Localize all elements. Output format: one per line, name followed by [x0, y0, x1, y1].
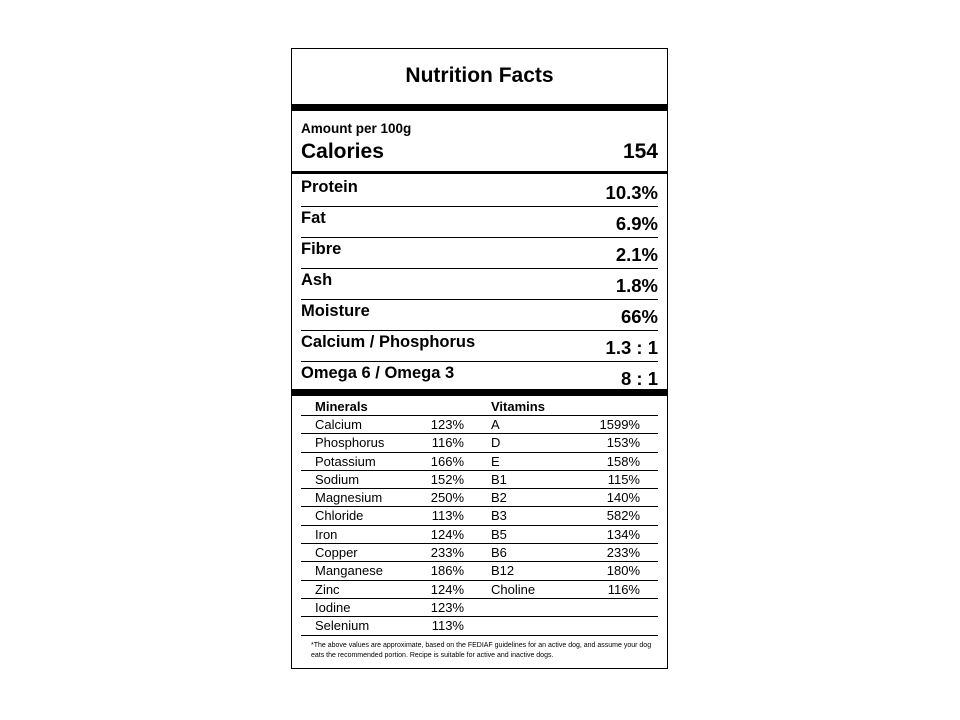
vitamin-value: 582% [606, 508, 640, 524]
vitamin-name: B3 [491, 508, 507, 524]
calories-divider [292, 171, 667, 174]
mineral-name: Potassium [315, 453, 376, 469]
nutrient-row-moisture [301, 299, 658, 331]
table-row [301, 434, 658, 452]
nutrient-label: Ash [301, 271, 333, 289]
vitamin-name: B2 [491, 490, 507, 506]
nutrient-label: Fat [301, 209, 326, 227]
table-header [301, 399, 658, 416]
table-row [301, 581, 658, 599]
vitamin-value: 158% [606, 453, 640, 469]
vitamin-name: D [491, 435, 501, 451]
nutrient-value: 1.3 : 1 [605, 337, 658, 358]
nutrient-label: Omega 6 / Omega 3 [301, 364, 455, 382]
calories-value: 154 [622, 140, 658, 163]
mineral-name: Calcium [315, 417, 362, 432]
vitamin-name: E [491, 453, 500, 469]
nutrient-row-calcium-phosphorus [301, 330, 658, 362]
table-row [301, 599, 658, 617]
nutrients-divider [292, 389, 667, 396]
nutrient-row-omega [301, 361, 658, 392]
table-row [301, 489, 658, 507]
mineral-name: Iodine [315, 599, 351, 615]
nutrient-row-fat [301, 206, 658, 238]
mineral-value: 123% [430, 599, 464, 615]
vitamin-value: 116% [607, 581, 640, 597]
mineral-value: 124% [430, 526, 464, 542]
mineral-value: 124% [430, 581, 464, 597]
vitamin-value: 115% [607, 471, 640, 487]
minerals-header: Minerals [315, 399, 368, 414]
mineral-name: Magnesium [315, 490, 383, 506]
table-row [301, 471, 658, 489]
nutrition-label [291, 48, 668, 669]
minerals-vitamins-table [301, 399, 658, 636]
mineral-name: Copper [315, 545, 358, 561]
table-row [301, 453, 658, 471]
label-title: Nutrition Facts [405, 64, 554, 87]
mineral-name: Iron [315, 526, 338, 542]
mineral-name: Zinc [315, 581, 340, 597]
nutrient-value: 6.9% [615, 213, 658, 234]
table-row [301, 526, 658, 544]
nutrient-row-protein [301, 175, 658, 207]
vitamin-name: B12 [491, 563, 515, 579]
nutrient-value: 10.3% [605, 182, 658, 203]
nutrient-label: Protein [301, 178, 358, 196]
vitamin-name: A [491, 417, 500, 432]
mineral-value: 116% [431, 435, 464, 451]
table-row [301, 507, 658, 525]
vitamin-name: B1 [491, 471, 507, 487]
nutrient-row-fibre [301, 237, 658, 269]
mineral-value: 113% [431, 618, 464, 634]
vitamin-name: B5 [491, 526, 507, 542]
calories-label: Calories [301, 140, 384, 163]
table-row [301, 416, 658, 434]
amount-per-serving: Amount per 100g [301, 121, 412, 136]
mineral-name: Selenium [315, 618, 370, 634]
table-row [301, 562, 658, 580]
vitamins-header: Vitamins [491, 399, 545, 414]
mineral-value: 152% [430, 471, 464, 487]
vitamin-value: 134% [606, 526, 640, 542]
vitamin-name: Choline [491, 581, 536, 597]
calories-row [301, 140, 658, 164]
mineral-name: Manganese [315, 563, 383, 579]
nutrient-label: Moisture [301, 302, 370, 320]
vitamin-value: 180% [606, 563, 640, 579]
mineral-name: Phosphorus [315, 435, 385, 451]
vitamin-value: 1599% [599, 417, 640, 432]
mineral-value: 123% [430, 417, 464, 432]
footnote: *The above values are approximate, based on the FEDIAF guidelines for an active dog, and assume your dog eats the recommended portion. Recipe is suitable for active and inactive dogs. [311, 642, 652, 659]
mineral-value: 166% [430, 453, 464, 469]
nutrient-value: 1.8% [615, 275, 658, 296]
mineral-name: Chloride [315, 508, 364, 524]
title-divider [292, 104, 667, 111]
nutrient-value: 2.1% [615, 244, 658, 265]
vitamin-value: 140% [606, 490, 640, 506]
mineral-value: 186% [430, 563, 464, 579]
mineral-value: 250% [430, 490, 464, 506]
table-row [301, 617, 658, 635]
mineral-value: 113% [431, 508, 464, 524]
nutrient-value: 8 : 1 [620, 368, 658, 389]
mineral-name: Sodium [315, 471, 360, 487]
vitamin-value: 153% [606, 435, 640, 451]
nutrient-row-ash [301, 268, 658, 300]
mineral-value: 233% [430, 545, 464, 561]
nutrient-label: Fibre [301, 240, 342, 258]
nutrient-value: 66% [620, 306, 658, 327]
table-row [301, 544, 658, 562]
vitamin-value: 233% [606, 545, 640, 561]
nutrient-label: Calcium / Phosphorus [301, 333, 476, 351]
vitamin-name: B6 [491, 545, 507, 561]
